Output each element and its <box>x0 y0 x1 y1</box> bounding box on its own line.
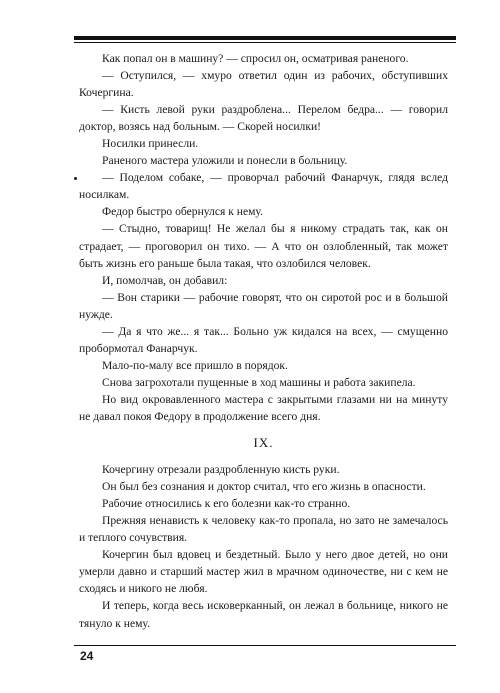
paragraph: — Стыдно, товарищ! Не желал бы я никому страдать так, как он страдает, — проговорил он тихо. — А что он озлобленный, так может быть жизнь его раньше была такая, что озлобился человек. <box>79 222 448 270</box>
paragraph: — Поделом собаке, — проворчал рабочий Фанарчук, глядя вслед носилкам. <box>79 171 448 202</box>
paragraph: Кочергину отрезали раздробленную кисть руки. <box>102 463 340 477</box>
footer-rule <box>74 645 456 646</box>
header-rule <box>74 36 456 40</box>
paragraph: — Да я что же... я так... Больно уж кидался на всех, — смущенно пробормотал Фанарчук. <box>79 324 448 355</box>
paragraph: Рабочие относились к его болезни как-то странно. <box>102 497 351 511</box>
paragraph: Раненого мастера уложили и понесли в больницу. <box>102 154 348 168</box>
margin-mark <box>74 177 77 180</box>
chapter-heading: IX. <box>253 435 274 451</box>
paragraph: Федор быстро обернулся к нему. <box>102 205 263 219</box>
paragraph: — Кисть левой руки раздроблена... Перелом бедра... — говорил доктор, возясь над больным. — Скорей носилки! <box>79 103 448 134</box>
paragraph: Он был без сознания и доктор считал, что его жизнь в опасности. <box>102 480 426 494</box>
paragraph: Но вид окровавленного мастера с закрытыми глазами ни на минуту не давал покоя Федору в продолжение всего дня. <box>79 392 448 423</box>
paragraph: Кочергин был вдовец и бездетный. Было у него двое детей, но они умерли давно и старший мастер жил в мрачном одиночестве, ни с кем не сходясь и никого не любя. <box>79 548 448 596</box>
paragraph: И, помолчав, он добавил: <box>102 273 228 287</box>
paragraph: Как попал он в машину? — спросил он, осматривая раненого. <box>102 52 409 65</box>
header-rule-thin <box>74 42 456 43</box>
paragraph: И теперь, когда весь исковерканный, он лежал в больнице, никого не тянуло к нему. <box>79 599 448 630</box>
paragraph: Снова загрохотали пущенные в ход машины и работа закипела. <box>102 375 416 389</box>
paragraph: — Вон старики — рабочие говорят, что он сиротой рос и в большой нужде. <box>79 290 448 321</box>
page-number: 24 <box>80 649 94 663</box>
paragraph: — Оступился, — хмуро ответил один из рабочих, обступивших Кочергина. <box>79 69 448 100</box>
paragraph: Прежняя ненависть к человеку как-то пропала, но зато не замечалось и теплого сочувствия. <box>79 514 448 545</box>
body-text <box>79 50 448 632</box>
paragraph: Мало-по-малу все пришло в порядок. <box>102 358 288 372</box>
paragraph: Носилки принесли. <box>102 137 199 151</box>
